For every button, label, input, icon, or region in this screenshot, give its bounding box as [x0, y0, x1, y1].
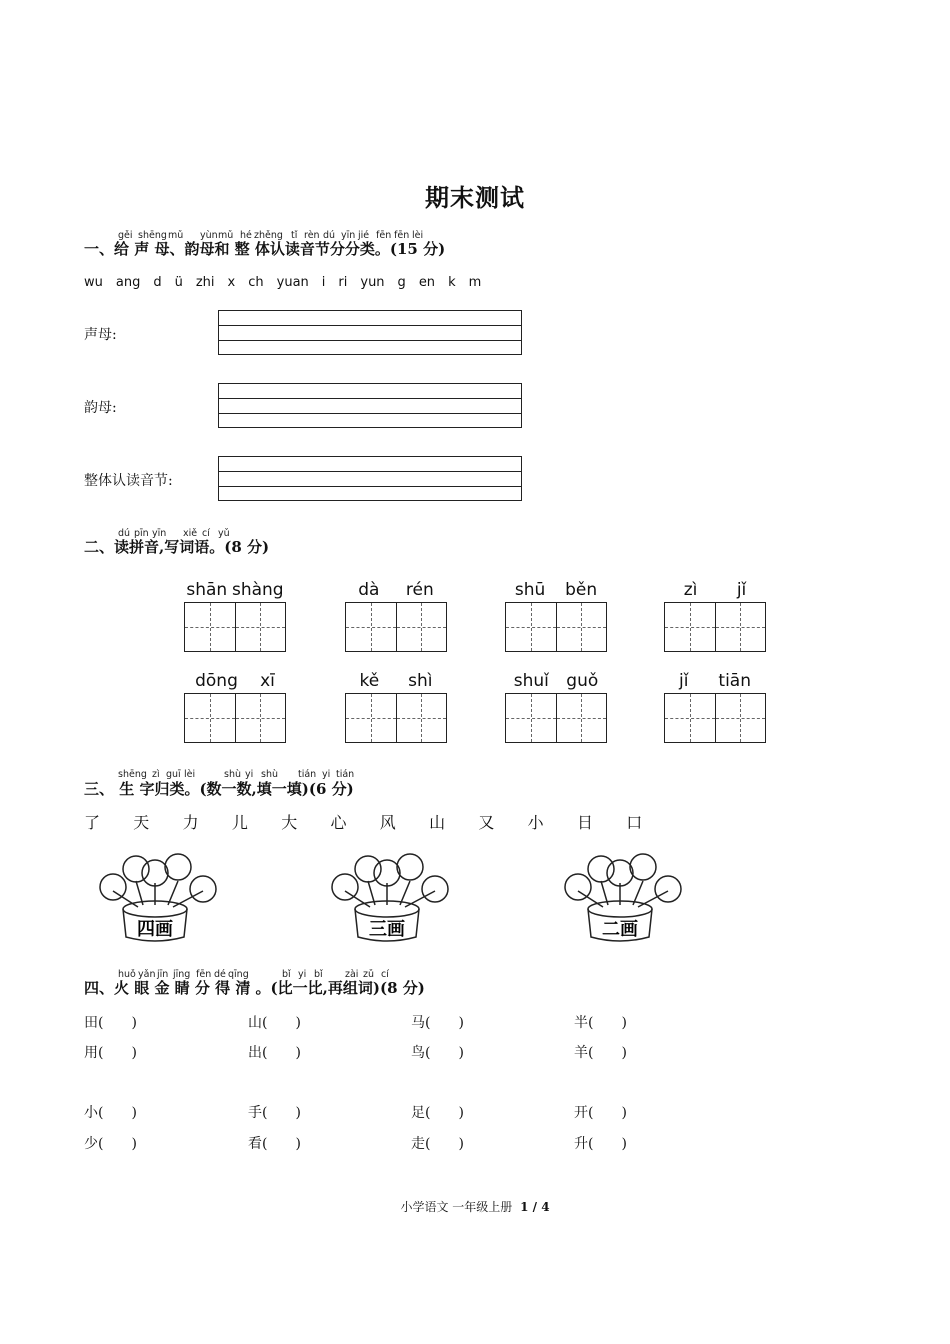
pinyin: yīn: [152, 528, 167, 539]
word-box[interactable]: dōng xī: [184, 669, 286, 743]
pinyin: mǔ: [168, 230, 184, 241]
word-box[interactable]: dà rén: [345, 578, 447, 652]
pinyin: lèi: [184, 769, 196, 780]
pinyin: cí: [202, 528, 210, 539]
char-pair-blank[interactable]: 马( ): [411, 1015, 464, 1031]
char-pair-blank[interactable]: 半( ): [574, 1015, 627, 1031]
word-box[interactable]: zì jǐ: [664, 578, 766, 652]
char-pair-blank[interactable]: 羊( ): [574, 1045, 627, 1061]
pinyin: zì: [152, 769, 160, 780]
pinyin: xiě: [183, 528, 198, 539]
writing-lines-initials[interactable]: [218, 310, 522, 355]
section-4-heading: 四、火 眼 金 睛 分 得 清 。(比一比,再组词)(8 分): [84, 979, 425, 997]
pinyin: fēn: [376, 230, 392, 241]
char-pair-blank[interactable]: 小( ): [84, 1105, 137, 1121]
label-finals: 韵母:: [84, 400, 117, 416]
char-pair-blank[interactable]: 开( ): [574, 1105, 627, 1121]
pinyin: mǔ: [218, 230, 234, 241]
writing-lines-finals[interactable]: [218, 383, 522, 428]
pinyin: bǐ: [282, 969, 291, 980]
word-box[interactable]: shān shàng: [184, 578, 286, 652]
char-pair-blank[interactable]: 足( ): [411, 1105, 464, 1121]
pinyin: shù: [261, 769, 278, 780]
char-pair-blank[interactable]: 鸟( ): [411, 1045, 464, 1061]
page-title: 期末测试: [425, 183, 525, 212]
pot-label: 三画: [369, 919, 405, 940]
pinyin: gěi: [118, 230, 133, 241]
label-whole-syllables: 整体认读音节:: [84, 473, 173, 489]
pinyin: fēn: [196, 969, 212, 980]
flower-pot-four-strokes[interactable]: [88, 843, 223, 948]
pinyin: rèn: [304, 230, 320, 241]
pinyin: dé: [214, 969, 226, 980]
flower-pot-three-strokes[interactable]: [320, 843, 455, 948]
pinyin: cí: [381, 969, 389, 980]
pinyin: hé: [240, 230, 252, 241]
pinyin: tián: [336, 769, 355, 780]
char-pair-blank[interactable]: 看( ): [248, 1136, 301, 1152]
word-box[interactable]: shuǐ guǒ: [505, 669, 607, 743]
pinyin: qīng: [228, 969, 249, 980]
pinyin: dú: [323, 230, 336, 241]
page-number: 1 / 4: [520, 1200, 550, 1214]
char-pair-blank[interactable]: 升( ): [574, 1136, 627, 1152]
pinyin: yi: [322, 769, 331, 780]
char-pair-blank[interactable]: 手( ): [248, 1105, 301, 1121]
pinyin: yùn: [200, 230, 218, 241]
pinyin: jié: [358, 230, 370, 241]
pinyin: tián: [298, 769, 317, 780]
pinyin: fēn: [394, 230, 410, 241]
pinyin: lèi: [412, 230, 424, 241]
pinyin: shēng: [118, 769, 147, 780]
pinyin: yi: [298, 969, 307, 980]
word-box[interactable]: kě shì: [345, 669, 447, 743]
pinyin: huǒ: [118, 969, 136, 980]
char-pair-blank[interactable]: 走( ): [411, 1136, 464, 1152]
character-list: 了 天 力 儿 大 心 风 山 又 小 日 口: [84, 813, 643, 832]
section-1-heading: 一、给 声 母、韵母和 整 体认读音节分分类。(15 分): [84, 240, 446, 258]
pinyin: zài: [345, 969, 359, 980]
footer-text: 小学语文 一年级上册: [400, 1200, 513, 1214]
word-box[interactable]: jǐ tiān: [664, 669, 766, 743]
section-3-heading: 三、 生 字归类。(数一数,填一填)(6 分): [84, 780, 354, 798]
pinyin: tǐ: [291, 230, 298, 241]
pinyin: guī: [166, 769, 181, 780]
pinyin: zhěng: [254, 230, 283, 241]
pinyin: yi: [245, 769, 254, 780]
char-pair-blank[interactable]: 田( ): [84, 1015, 137, 1031]
flower-pot-two-strokes[interactable]: [553, 843, 688, 948]
word-box[interactable]: shū běn: [505, 578, 607, 652]
char-pair-blank[interactable]: 用( ): [84, 1045, 137, 1061]
page-footer: [0, 1198, 950, 1215]
pinyin: shēng: [138, 230, 167, 241]
pinyin: bǐ: [314, 969, 323, 980]
char-pair-blank[interactable]: 山( ): [248, 1015, 301, 1031]
char-pair-blank[interactable]: 出( ): [248, 1045, 301, 1061]
pinyin: zǔ: [363, 969, 375, 980]
pot-label: 四画: [137, 919, 173, 940]
pot-label: 二画: [602, 919, 638, 940]
section-2-heading: 二、读拼音,写词语。(8 分): [84, 538, 270, 556]
pinyin: jīng: [173, 969, 191, 980]
pinyin: pīn: [134, 528, 149, 539]
pinyin: jīn: [157, 969, 169, 980]
pinyin: dú: [118, 528, 131, 539]
writing-lines-whole-syllables[interactable]: [218, 456, 522, 501]
pinyin: yǔ: [218, 528, 230, 539]
char-pair-blank[interactable]: 少( ): [84, 1136, 137, 1152]
pinyin-letters: wu ang d ü zhi x ch yuan i ri yun g en k m: [84, 275, 482, 290]
label-initials: 声母:: [84, 327, 117, 343]
pinyin: yīn: [341, 230, 356, 241]
pinyin: shù: [224, 769, 241, 780]
pinyin: yǎn: [138, 969, 156, 980]
